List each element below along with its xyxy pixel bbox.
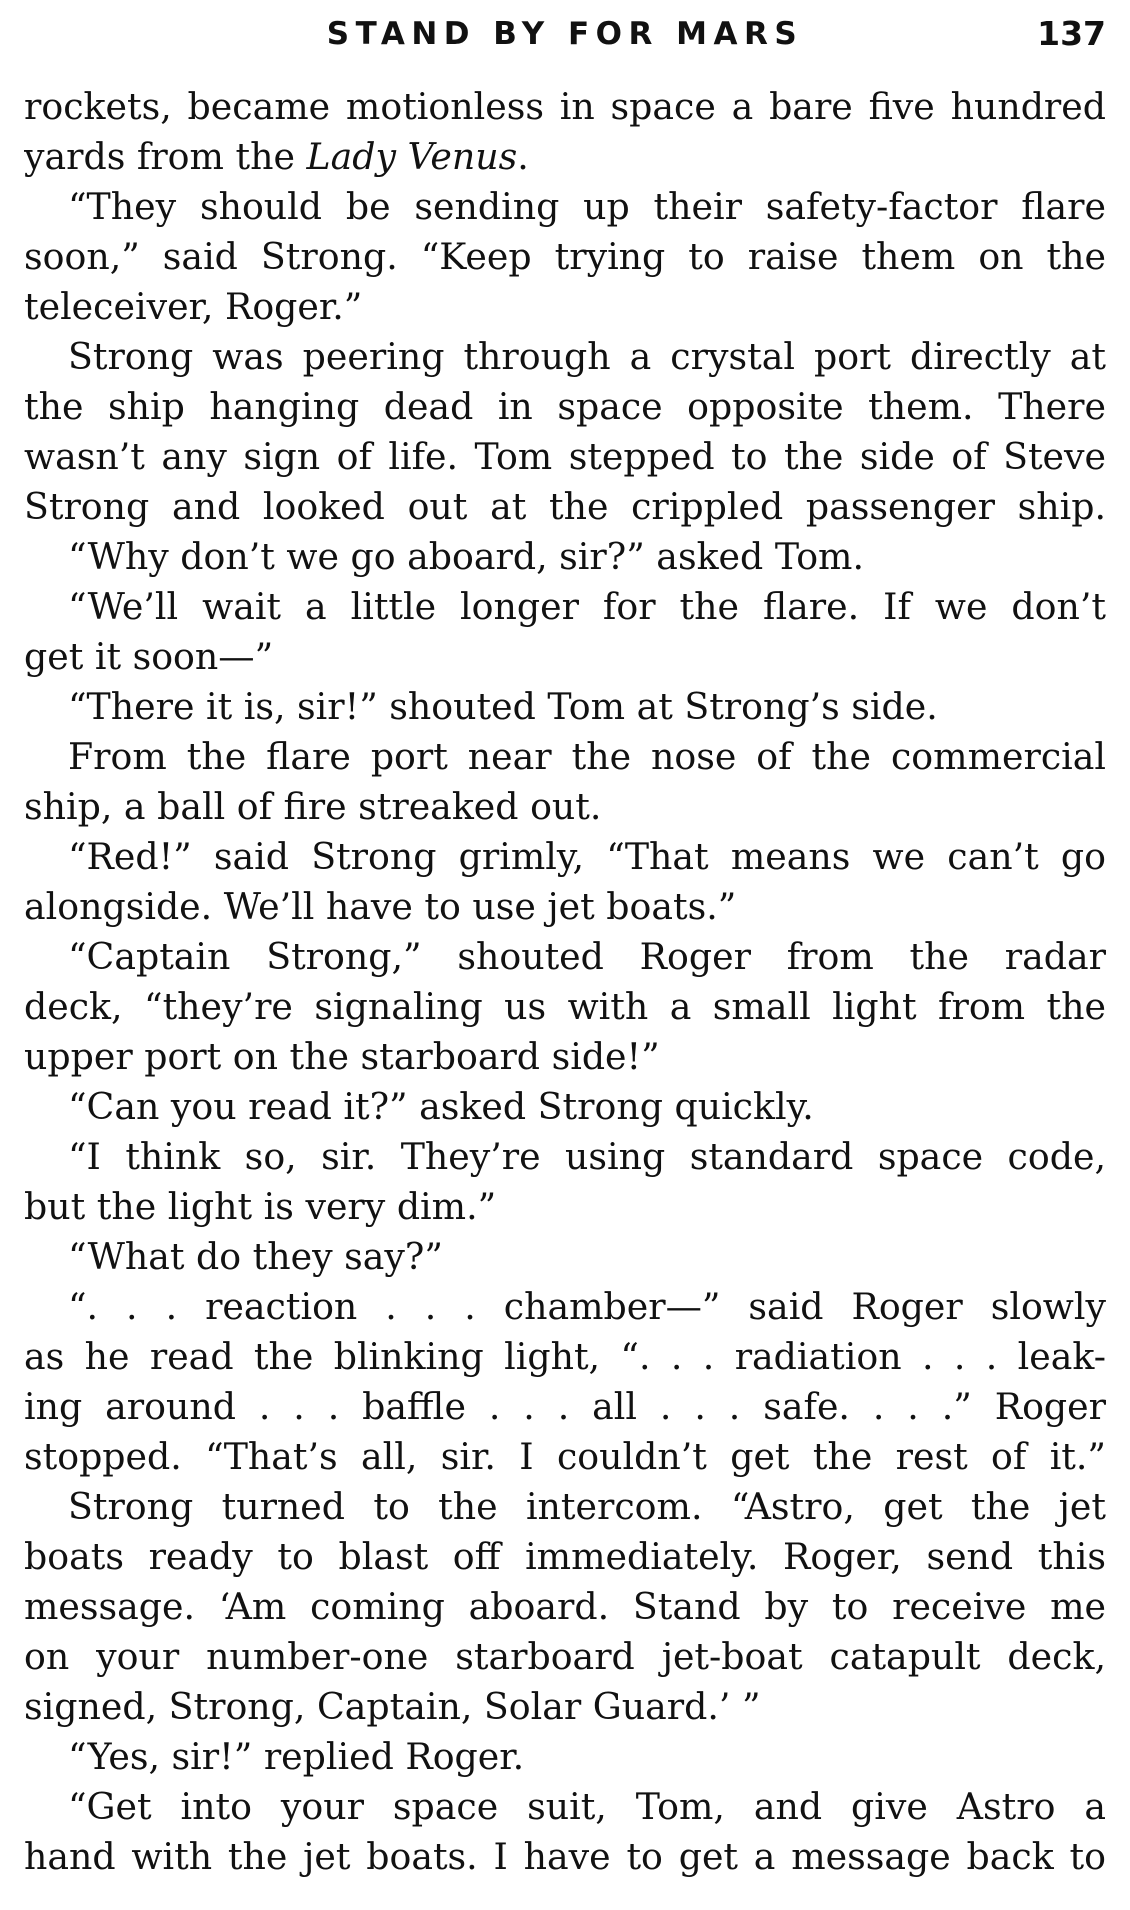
text-line: boats ready to blast off immediately. Roger, send this [24,1535,1106,1578]
text-line: on your number-one starboard jet-boat catapult deck, [24,1635,1106,1678]
text-line: “Yes, sir!” replied Roger. [68,1735,525,1778]
running-head [24,0,1106,64]
text-line: deck, “they’re signaling us with a small light from the [24,985,1106,1028]
text-line: “Why don’t we go aboard, sir?” asked Tom. [68,535,865,578]
text-line: signed, Strong, Captain, Solar Guard.’ ” [24,1685,761,1728]
text-line: Strong turned to the intercom. “Astro, get the jet [68,1485,1106,1528]
text-line: Strong and looked out at the crippled passenger ship. [24,485,1106,528]
text-line: Strong was peering through a crystal port directly at [68,335,1106,378]
text-line: alongside. We’ll have to use jet boats.” [24,885,737,928]
text-line: stopped. “That’s all, sir. I couldn’t get the rest of it.” [24,1435,1106,1478]
text-line: “Captain Strong,” shouted Roger from the radar [68,935,1106,978]
text-line: ship, a ball of fire streaked out. [24,785,602,828]
text-line: “We’ll wait a little longer for the flare. If we don’t [68,585,1106,628]
text-line: “I think so, sir. They’re using standard space code, [68,1135,1106,1178]
text-line: but the light is very dim.” [24,1185,497,1228]
text-line: From the flare port near the nose of the commercial [68,735,1106,778]
text-line: ing around . . . baffle . . . all . . . safe. . . .” Roger [24,1385,1106,1428]
text-line: wasn’t any sign of life. Tom stepped to the side of Steve [24,435,1106,478]
text-line: “Can you read it?” asked Strong quickly. [68,1085,814,1128]
text-line: “They should be sending up their safety-factor flare [68,185,1106,228]
text-segment: . [517,135,529,178]
text-line [24,132,1106,182]
italic-ship-name: Lady Venus [306,135,518,178]
text-line: soon,” said Strong. “Keep trying to raise them on the [24,235,1106,278]
text-line: “What do they say?” [68,1235,443,1278]
text-line: teleceiver, Roger.” [24,285,363,328]
text-line: “. . . reaction . . . chamber—” said Roger slowly [68,1285,1106,1328]
text-line: message. ‘Am coming aboard. Stand by to receive me [24,1585,1106,1628]
text-line: “There it is, sir!” shouted Tom at Strong’s side. [68,685,938,728]
text-line: upper port on the starboard side!” [24,1035,660,1078]
body-text [24,82,1106,1882]
page-number: 137 [1037,14,1106,53]
text-line: as he read the blinking light, “. . . radiation . . . leak- [24,1335,1106,1378]
text-line: rockets, became motionless in space a bare five hundred [24,85,1106,128]
text-line: the ship hanging dead in space opposite them. There [24,385,1106,428]
text-line: hand with the jet boats. I have to get a message back to [24,1835,1106,1878]
book-page [24,0,1106,1910]
text-segment: yards from the [24,135,307,178]
text-line: “Get into your space suit, Tom, and give Astro a [68,1785,1106,1828]
text-line: get it soon—” [24,635,274,678]
book-title: STAND BY FOR MARS [326,16,804,52]
text-line: “Red!” said Strong grimly, “That means we can’t go [68,835,1106,878]
